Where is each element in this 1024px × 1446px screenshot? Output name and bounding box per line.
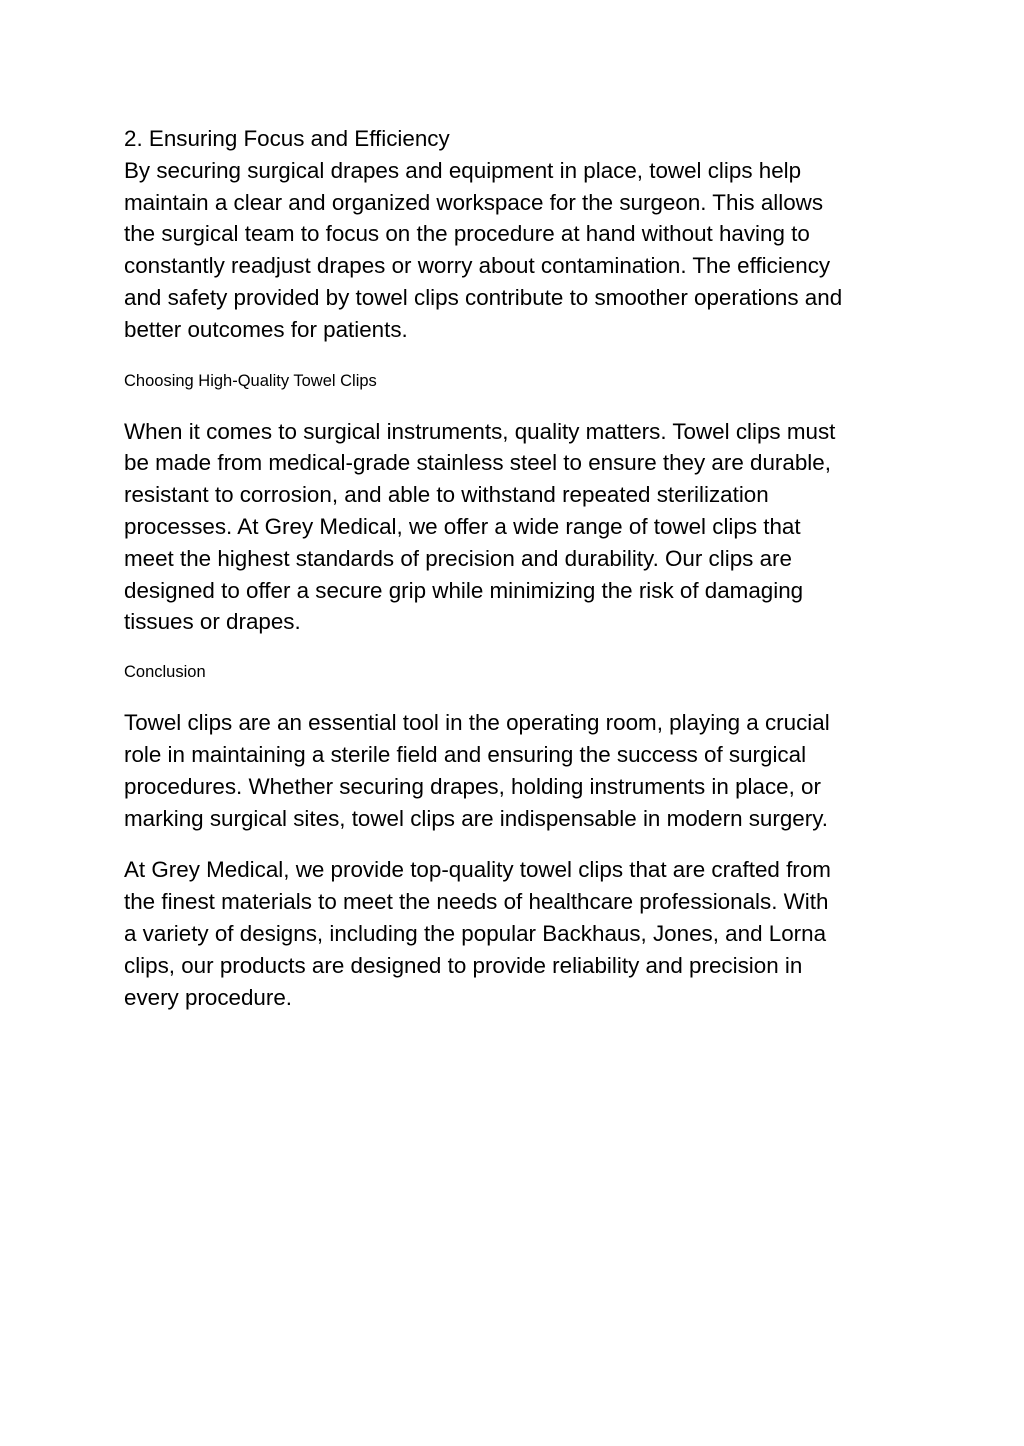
paragraph-conclusion-2: At Grey Medical, we provide top-quality towel clips that are crafted from the finest materials to meet the needs of healthcare professionals. With a variety of designs, including the popular Backhaus, Jones, and Lorna clips, our products are designed to provide reliability and precision in every procedure. bbox=[124, 857, 831, 1010]
paragraph-focus-efficiency: By securing surgical drapes and equipment in place, towel clips help maintain a clear and organized workspace for the surgeon. This allows the surgical team to focus on the procedure at hand without having to constantly readjust drapes or worry about contamination. The efficiency and safety provided by towel clips contribute to smoother operations and better outcomes for patients. bbox=[124, 157, 843, 342]
paragraph-choosing-quality: When it comes to surgical instruments, quality matters. Towel clips must be made from medical-grade stainless steel to ensure they are durable, resistant to corrosion, and able to withstand repeated sterilization processes. At Grey Medical, we offer a wide range of towel clips that meet the highest standards of precision and durability. Our clips are designed to offer a secure grip while minimizing the risk of damaging tissues or drapes. bbox=[124, 418, 836, 635]
section-heading-conclusion: Conclusion bbox=[124, 663, 206, 682]
paragraph-conclusion-1: Towel clips are an essential tool in the operating room, playing a crucial role in maintaining a sterile field and ensuring the success of surgical procedures. Whether securing drapes, holding instruments in place, or marking surgical sites, towel clips are indispensable in modern surgery. bbox=[124, 710, 830, 831]
section-heading-choosing-quality: Choosing High-Quality Towel Clips bbox=[124, 371, 377, 390]
section-heading-focus-efficiency: 2. Ensuring Focus and Efficiency bbox=[124, 126, 450, 151]
document-page bbox=[124, 123, 914, 1013]
